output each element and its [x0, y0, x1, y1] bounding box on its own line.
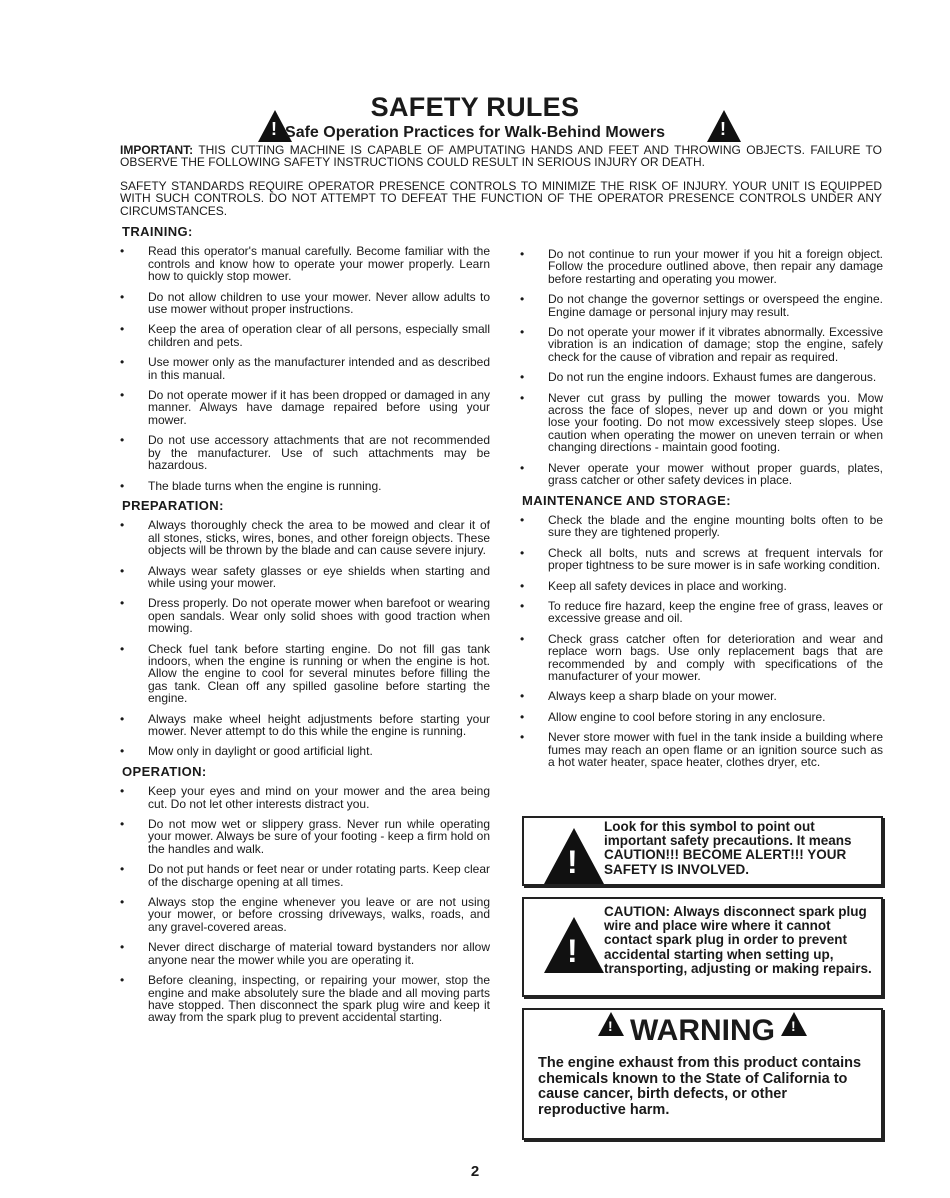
list-item: • Keep your eyes and mind on your mower and the area being cut. Do not let other interests distract you.	[120, 785, 490, 810]
warning-box	[522, 1008, 883, 1140]
warning-text: The engine exhaust from this product contains chemicals known to the State of California to cause cancer, birth defects, or other reproductive harm.	[538, 1055, 862, 1118]
list-item: • Dress properly. Do not operate mower when barefoot or wearing open sandals. Wear only solid shoes with good traction when mowing.	[120, 597, 490, 634]
maintenance-heading: MAINTENANCE AND STORAGE:	[522, 492, 731, 508]
list-item: • Do not use accessory attachments that are not recommended by the manufacturer. Use of such attachments may be hazardous.	[120, 434, 490, 471]
list-item: • Do not run the engine indoors. Exhaust fumes are dangerous.	[520, 371, 883, 383]
operation-list	[120, 785, 490, 1024]
list-item: • Do not operate your mower if it vibrates abnormally. Excessive vibration is an indication of damage; stop the engine, safely check for the cause of vibration and repair as required.	[520, 326, 883, 363]
page-subtitle: Safe Operation Practices for Walk-Behind Mowers	[285, 124, 665, 141]
list-item: • Do not mow wet or slippery grass. Never run while operating your mower. Always be sure of your footing - keep a firm hold on the handles and walk.	[120, 818, 490, 855]
list-item: • Never cut grass by pulling the mower towards you. Mow across the face of slopes, never up and down or you might lose your footing. Do not mow excessively steep slopes. Use caution when operating the mower on uneven terrain or when changing directions - maintain good footing.	[520, 392, 883, 454]
list-item: • Always stop the engine whenever you leave or are not using your mower, or before crossing driveways, walks, roads, and any gravel-covered areas.	[120, 896, 490, 933]
operation-heading: OPERATION:	[122, 763, 207, 779]
list-item: • To reduce fire hazard, keep the engine free of grass, leaves or excessive grease and oil.	[520, 600, 883, 625]
important-notice	[120, 144, 882, 169]
page-title: SAFETY RULES	[370, 92, 580, 122]
list-item: • Never direct discharge of material toward bystanders nor allow anyone near the mower while you are operating it.	[120, 941, 490, 966]
standards-notice: SAFETY STANDARDS REQUIRE OPERATOR PRESENCE CONTROLS TO MINIMIZE THE RISK OF INJURY. YOUR UNIT IS EQUIPPED WITH SUCH CONTROLS. DO NOT ATTEMPT TO DEFEAT THE FUNCTION OF THE OPERATOR PRESENCE CONTROLS UNDER ANY CIRCUMSTANCES.	[120, 179, 882, 218]
list-item: • Always make wheel height adjustments before starting your mower. Never attempt to do this while the engine is running.	[120, 713, 490, 738]
left-column	[120, 226, 490, 1032]
list-item: • Do not continue to run your mower if you hit a foreign object. Follow the procedure outlined above, then repair any damage before restarting and operating you mower.	[520, 248, 883, 285]
list-item: • Allow engine to cool before storing in any enclosure.	[520, 711, 883, 723]
warning-triangle-icon	[544, 828, 604, 884]
caution-text: CAUTION: Always disconnect spark plug wire and place wire where it cannot contact spark plug in order to prevent accidental starting when setting up, transporting, adjusting or making repairs.	[604, 904, 872, 976]
list-item: • Never store mower with fuel in the tank inside a building where fumes may reach an open flame or an ignition source such as a hot water heater, space heater, clothes dryer, etc.	[520, 731, 883, 768]
warning-triangle-icon	[781, 1012, 807, 1036]
preparation-heading: PREPARATION:	[122, 497, 224, 513]
caution-box	[522, 897, 883, 997]
safety-symbol-text: Look for this symbol to point out important safety precautions. It means CAUTION!!! BECOME ALERT!!! YOUR SAFETY IS INVOLVED.	[604, 819, 852, 877]
list-item: • Check fuel tank before starting engine. Do not fill gas tank indoors, when the engine is running or when the engine is hot. Allow the engine to cool for several minutes before filling the gas tank. Clean off any spilled gasoline before starting the engine.	[120, 643, 490, 705]
list-item: • Use mower only as the manufacturer intended and as described in this manual.	[120, 356, 490, 381]
training-heading: TRAINING:	[122, 224, 193, 239]
list-item: • Keep all safety devices in place and working.	[520, 580, 883, 592]
page-number: 2	[470, 1163, 480, 1180]
list-item: • Always keep a sharp blade on your mower.	[520, 690, 883, 702]
list-item: • Read this operator's manual carefully. Become familiar with the controls and know how to operate your mower properly. Learn how to quickly stop mower.	[120, 245, 490, 282]
list-item: • Keep the area of operation clear of all persons, especially small children and pets.	[120, 323, 490, 348]
safety-symbol-box	[522, 816, 883, 886]
list-item: • Mow only in daylight or good artificial light.	[120, 745, 490, 757]
important-text: THIS CUTTING MACHINE IS CAPABLE OF AMPUTATING HANDS AND FEET AND THROWING OBJECTS. FAILURE TO OBSERVE THE FOLLOWING SAFETY INSTRUCTIONS COULD RESULT IN SERIOUS INJURY OR DEATH.	[120, 143, 882, 170]
warning-triangle-icon	[598, 1012, 624, 1036]
right-column	[520, 248, 883, 776]
important-label: IMPORTANT:	[120, 143, 194, 157]
list-item: • Check grass catcher often for deterioration and wear and replace worn bags. Use only replacement bags that are recommended by and comply with specifications of the manufacturer of your mower.	[520, 633, 883, 683]
list-item: • Check all bolts, nuts and screws at frequent intervals for proper tightness to be sure mower is in safe working condition.	[520, 547, 883, 572]
warning-triangle-icon	[544, 917, 604, 973]
list-item: • Do not allow children to use your mower. Never allow adults to use mower without proper instructions.	[120, 291, 490, 316]
list-item: • Never operate your mower without proper guards, plates, grass catcher or other safety devices in place.	[520, 462, 883, 487]
list-item: • Check the blade and the engine mounting bolts often to be sure they are tightened properly.	[520, 514, 883, 539]
preparation-list	[120, 519, 490, 758]
maintenance-list	[520, 514, 883, 769]
warning-heading: WARNING	[630, 1014, 775, 1047]
list-item: • Do not change the governor settings or overspeed the engine. Engine damage or personal injury may result.	[520, 293, 883, 318]
list-item: • Before cleaning, inspecting, or repairing your mower, stop the engine and make absolutely sure the blade and all moving parts have stopped. Then disconnect the spark plug wire and keep it away from the spark plug to prevent accidental starting.	[120, 974, 490, 1024]
operation-continued-list	[520, 248, 883, 487]
list-item: • The blade turns when the engine is running.	[120, 480, 490, 492]
list-item: • Always wear safety glasses or eye shields when starting and while using your mower.	[120, 565, 490, 590]
training-list	[120, 245, 490, 492]
list-item: • Always thoroughly check the area to be mowed and clear it of all stones, sticks, wires, bones, and other foreign objects. These objects will be thrown by the blade and can cause severe injury.	[120, 519, 490, 556]
warning-heading-row	[524, 1012, 881, 1048]
list-item: • Do not put hands or feet near or under rotating parts. Keep clear of the discharge opening at all times.	[120, 863, 490, 888]
list-item: • Do not operate mower if it has been dropped or damaged in any manner. Always have damage repaired before using your mower.	[120, 389, 490, 426]
